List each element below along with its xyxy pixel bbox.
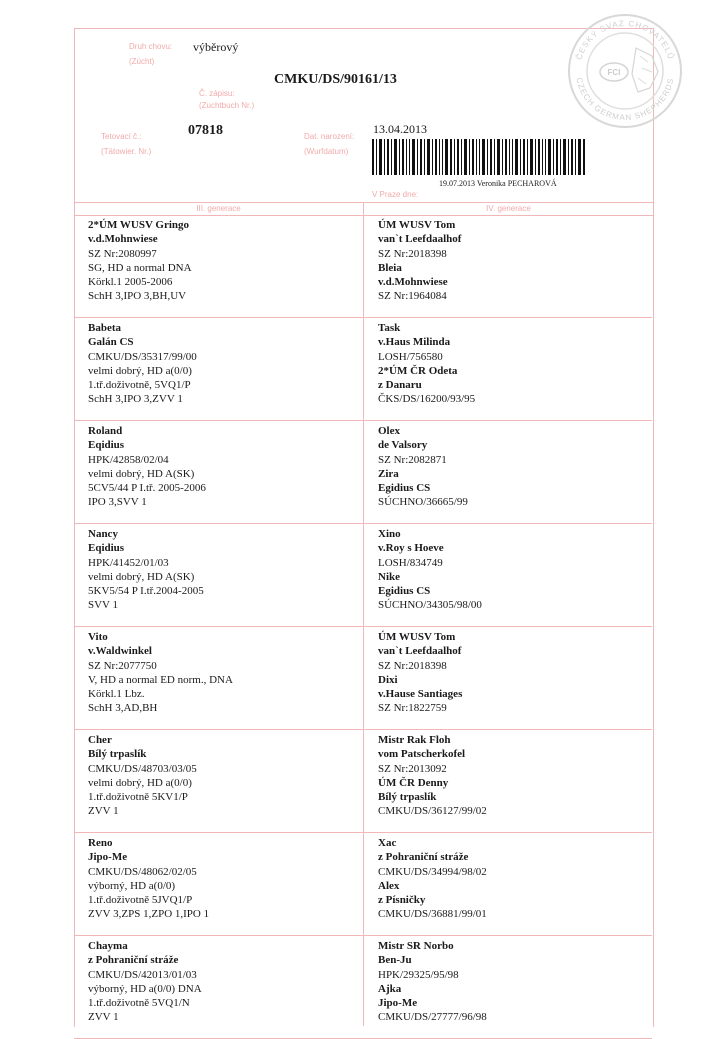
ancestor-gen3-cell — [88, 321, 358, 407]
ancestor-detail-line: SZ Nr:1822759 — [378, 702, 447, 715]
dob-label: Dat. narození: — [304, 132, 355, 141]
ancestor-name-line: Mistr SR Norbo — [378, 940, 454, 952]
ancestor-detail-line: CMKU/DS/27777/96/98 — [378, 1011, 487, 1024]
seal-center-text: FCI — [607, 68, 621, 77]
ancestor-detail-line: výborný, HD a(0/0) — [88, 879, 176, 892]
ancestor-name-line: v.Haus Milinda — [378, 336, 451, 349]
ancestor-name-line: Zira — [378, 467, 399, 480]
ancestor-name-line: Bleia — [378, 261, 402, 274]
ancestor-detail-line: výborný, HD a(0/0) DNA — [88, 982, 202, 995]
dob-label-de: (Wurfdatum) — [304, 147, 349, 156]
ancestor-name-line: ÚM WUSV Tom — [378, 631, 456, 643]
pedigree-row — [74, 214, 652, 318]
ancestor-name-line: Dixi — [378, 673, 398, 686]
ancestor-detail-line: SZ Nr:2077750 — [88, 659, 157, 672]
ancestor-name-line: z Písničky — [378, 894, 426, 907]
ancestor-gen3-cell — [88, 630, 358, 716]
tattoo-label-de: (Tätowier. Nr.) — [101, 147, 152, 156]
ancestor-gen4-cell — [378, 836, 648, 922]
ancestor-detail-line: SchH 3,IPO 3,ZVV 1 — [88, 393, 183, 406]
ancestor-detail-line: LOSH/834749 — [378, 556, 443, 569]
ancestor-gen4-cell — [378, 630, 648, 716]
ancestor-name-line: v.d.Mohnwiese — [88, 233, 158, 246]
seal-top-text: ČESKÝ SVAZ CHOVATELŮ — [574, 18, 676, 61]
ancestor-detail-line: velmi dobrý, HD a(0/0) — [88, 776, 192, 789]
ancestor-detail-line: 5KV5/54 P I.tř.2004-2005 — [88, 585, 204, 598]
ancestor-name-line: Cher — [88, 734, 112, 746]
ancestor-name-line: van`t Leefdaalhof — [378, 233, 462, 246]
dob-value: 13.04.2013 — [373, 122, 427, 136]
ancestor-detail-line: 5CV5/44 P I.tř. 2005-2006 — [88, 482, 206, 495]
ancestor-detail-line: SchH 3,AD,BH — [88, 702, 158, 715]
ancestor-detail-line: 1.tř.doživotně 5JVQ1/P — [88, 894, 193, 907]
ancestor-gen3-cell — [88, 733, 358, 819]
ancestor-detail-line: HPK/41452/01/03 — [88, 556, 169, 569]
ancestor-detail-line: SZ Nr:2018398 — [378, 659, 447, 672]
ancestor-detail-line: LOSH/756580 — [378, 350, 443, 363]
svg-text:ČESKÝ SVAZ CHOVATELŮ — [574, 19, 675, 61]
issued-label: V Praze dne: — [372, 190, 419, 199]
fci-seal-stamp — [566, 12, 684, 130]
ancestor-detail-line: ZVV 1 — [88, 1011, 119, 1024]
ancestor-detail-line: velmi dobrý, HD A(SK) — [88, 467, 195, 480]
ancestor-detail-line: CMKU/DS/48703/03/05 — [88, 762, 197, 775]
ancestor-detail-line: SZ Nr:2082871 — [378, 453, 447, 466]
ancestor-name-line: Xino — [378, 528, 401, 540]
generation-4-header: IV. generace — [363, 202, 653, 216]
pedigree-row — [74, 523, 652, 627]
ancestor-name-line: Task — [378, 322, 401, 334]
ancestor-detail-line: SZ Nr:2013092 — [378, 762, 447, 775]
ancestor-detail-line: 1.tř.doživotně, 5VQ1/P — [88, 379, 191, 392]
ancestor-detail-line: SZ Nr:1964084 — [378, 290, 447, 303]
breed-label-de: (Zücht) — [129, 57, 155, 66]
ancestor-name-line: z Pohraniční stráže — [378, 851, 469, 864]
ancestor-name-line: v.d.Mohnwiese — [378, 276, 448, 289]
ancestor-name-line: z Danaru — [378, 379, 422, 392]
ancestor-name-line: Bílý trpaslík — [88, 748, 147, 761]
ancestor-detail-line: velmi dobrý, HD A(SK) — [88, 570, 195, 583]
ancestor-gen4-cell — [378, 733, 648, 819]
ancestor-name-line: v.Hause Santiages — [378, 688, 463, 701]
tattoo-label: Tetovací č.: — [101, 132, 142, 141]
ancestor-name-line: Chayma — [88, 940, 128, 952]
ancestor-name-line: Vito — [88, 631, 108, 643]
ancestor-name-line: Egidius CS — [378, 482, 431, 495]
seal-bottom-text: CZECH GERMAN SHEPHERDS — [574, 76, 676, 123]
ancestor-name-line: Galán CS — [88, 336, 134, 349]
ancestor-detail-line: CMKU/DS/36127/99/02 — [378, 805, 487, 818]
ancestor-detail-line: SchH 3,IPO 3,BH,UV — [88, 290, 187, 303]
ancestor-detail-line: SÚCHNO/34305/98/00 — [378, 599, 482, 612]
ancestor-gen4-cell — [378, 527, 648, 613]
ancestor-gen4-cell — [378, 321, 648, 407]
generation-3-header: III. generace — [74, 202, 363, 216]
ancestor-name-line: ÚM ČR Denny — [378, 776, 449, 789]
ancestor-name-line: Ben-Ju — [378, 954, 412, 967]
tattoo-value: 07818 — [188, 123, 223, 138]
ancestor-detail-line: ČKS/DS/16200/93/95 — [378, 393, 476, 406]
ancestor-gen3-cell — [88, 836, 358, 922]
ancestor-name-line: Egidius CS — [378, 585, 431, 598]
ancestor-name-line: Jipo-Me — [88, 851, 128, 864]
ancestor-name-line: v.Waldwinkel — [88, 645, 152, 658]
pedigree-row — [74, 935, 652, 1039]
ancestor-detail-line: HPK/42858/02/04 — [88, 453, 169, 466]
ancestor-gen3-cell — [88, 424, 358, 510]
ancestor-name-line: Jipo-Me — [378, 997, 418, 1010]
reg-label-de: (Zuchtbuch Nr.) — [199, 101, 255, 110]
registration-number: CMKU/DS/90161/13 — [274, 72, 397, 87]
ancestor-detail-line: IPO 3,SVV 1 — [88, 496, 147, 509]
ancestor-name-line: 2*ÚM WUSV Gringo — [88, 219, 190, 231]
ancestor-detail-line: CMKU/DS/36881/99/01 — [378, 908, 487, 921]
ancestor-name-line: vom Patscherkofel — [378, 748, 466, 761]
pedigree-row — [74, 729, 652, 833]
pedigree-row — [74, 832, 652, 936]
ancestor-gen3-cell — [88, 218, 358, 304]
ancestor-detail-line: 1.tř.doživotně 5VQ1/N — [88, 997, 190, 1010]
ancestor-detail-line: SZ Nr:2080997 — [88, 247, 157, 260]
ancestor-name-line: Nancy — [88, 528, 118, 540]
ancestor-detail-line: SÚCHNO/36665/99 — [378, 496, 468, 509]
ancestor-detail-line: V, HD a normal ED norm., DNA — [88, 673, 233, 686]
ancestor-name-line: v.Roy s Hoeve — [378, 542, 444, 555]
ancestor-name-line: Nike — [378, 570, 400, 583]
ancestor-detail-line: Körkl.1 2005-2006 — [88, 276, 173, 289]
ancestor-name-line: Babeta — [88, 322, 121, 334]
ancestor-name-line: Ajka — [378, 982, 402, 995]
barcode-image — [372, 139, 586, 175]
ancestor-gen3-cell — [88, 527, 358, 613]
ancestor-detail-line: Körkl.1 Lbz. — [88, 688, 145, 701]
ancestor-name-line: Mistr Rak Floh — [378, 734, 451, 746]
pedigree-row — [74, 420, 652, 524]
issued-date-signature: 19.07.2013 Veronika PECHAROVÁ — [439, 179, 557, 188]
pedigree-grid — [74, 202, 652, 1026]
ancestor-detail-line: SVV 1 — [88, 599, 119, 612]
ancestor-detail-line: ZVV 3,ZPS 1,ZPO 1,IPO 1 — [88, 908, 210, 921]
ancestor-detail-line: velmi dobrý, HD a(0/0) — [88, 364, 192, 377]
pedigree-row — [74, 626, 652, 730]
ancestor-name-line: de Valsory — [378, 439, 428, 452]
ancestor-detail-line: SG, HD a normal DNA — [88, 261, 192, 274]
ancestor-gen4-cell — [378, 218, 648, 304]
ancestor-name-line: Olex — [378, 425, 400, 437]
ancestor-gen4-cell — [378, 939, 648, 1025]
ancestor-gen3-cell — [88, 939, 358, 1025]
breed-label: Druh chovu: — [129, 42, 173, 51]
ancestor-detail-line: HPK/29325/95/98 — [378, 968, 459, 981]
ancestor-name-line: Roland — [88, 425, 123, 437]
ancestor-detail-line: CMKU/DS/42013/01/03 — [88, 968, 197, 981]
ancestor-gen4-cell — [378, 424, 648, 510]
ancestor-name-line: Xac — [378, 837, 397, 849]
reg-label: Č. zápisu: — [199, 89, 235, 98]
breed-value: výběrový — [193, 40, 239, 54]
ancestor-detail-line: ZVV 1 — [88, 805, 119, 818]
ancestor-name-line: Reno — [88, 837, 113, 849]
ancestor-detail-line: CMKU/DS/35317/99/00 — [88, 350, 197, 363]
ancestor-detail-line: CMKU/DS/34994/98/02 — [378, 865, 487, 878]
ancestor-name-line: ÚM WUSV Tom — [378, 219, 456, 231]
ancestor-name-line: 2*ÚM ČR Odeta — [378, 364, 458, 377]
ancestor-name-line: Eqidius — [88, 439, 125, 452]
ancestor-name-line: Alex — [378, 879, 400, 892]
pedigree-row — [74, 317, 652, 421]
ancestor-name-line: Eqidius — [88, 542, 125, 555]
ancestor-name-line: Bílý trpaslík — [378, 791, 437, 804]
ancestor-detail-line: 1.tř.doživotně 5KV1/P — [88, 791, 188, 804]
ancestor-detail-line: SZ Nr:2018398 — [378, 247, 447, 260]
ancestor-detail-line: CMKU/DS/48062/02/05 — [88, 865, 197, 878]
ancestor-name-line: z Pohraniční stráže — [88, 954, 179, 967]
ancestor-name-line: van`t Leefdaalhof — [378, 645, 462, 658]
